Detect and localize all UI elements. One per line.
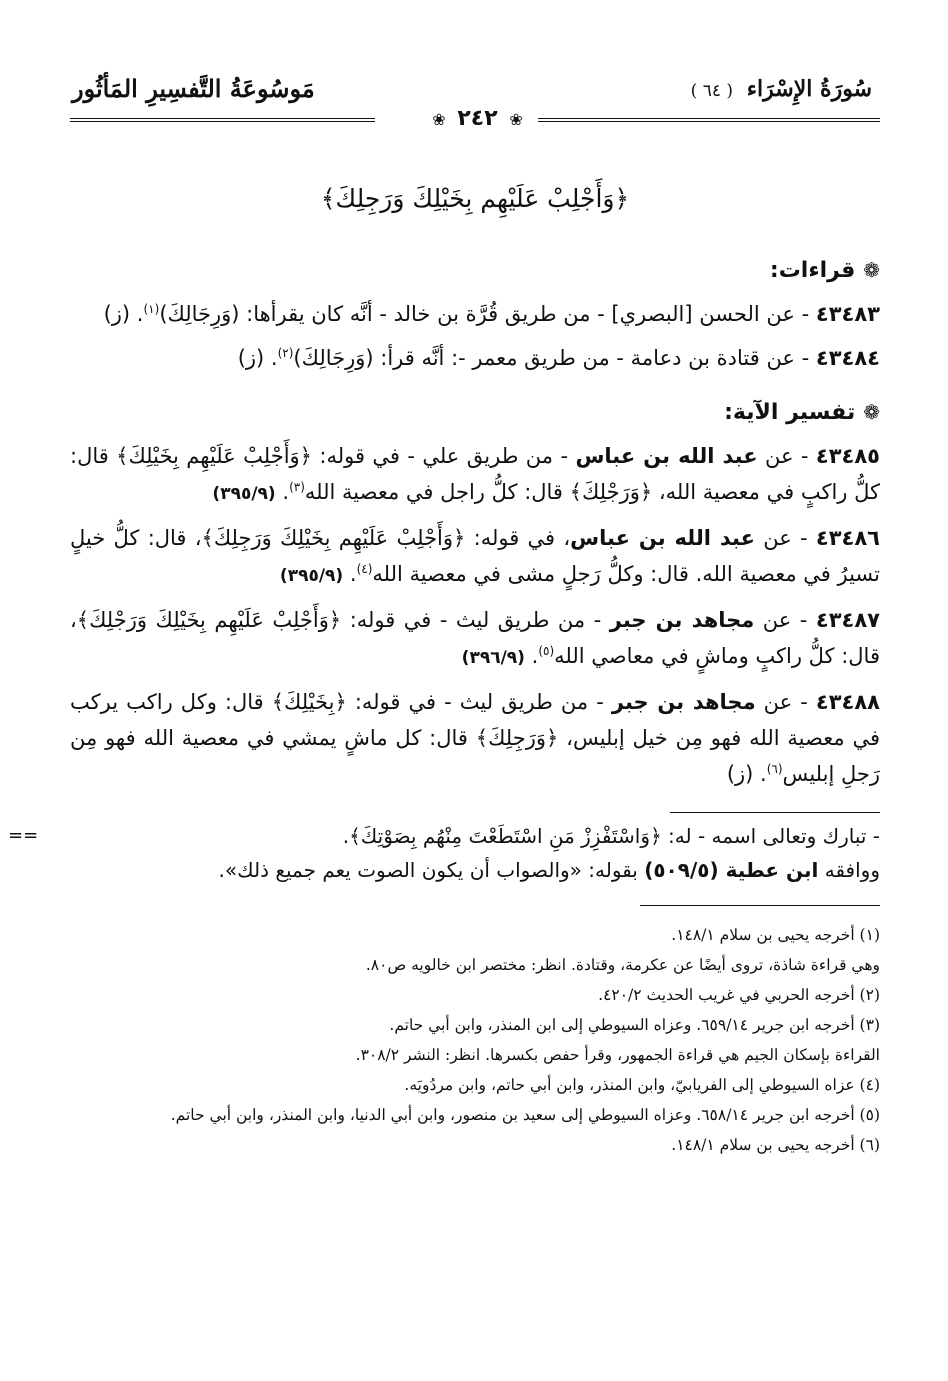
entry-tail: . (ز): [237, 346, 278, 370]
continued-note: [8, 819, 880, 887]
entry-prefix: - عن: [757, 444, 809, 468]
entry-tail: .: [282, 480, 290, 504]
page-number: ٢٤٢: [457, 106, 498, 131]
entry-text: - من طريق ليث - في قوله: ﴿وَأَجْلِبْ عَلَيْهِم بِخَيْلِكَ وَرَجْلِكَ﴾، قال: كلُّ راكبٍ وماشٍ في معاصي الله: [70, 608, 880, 668]
footnote-ref: (٢): [277, 346, 294, 360]
section-heading-label: تفسير الآية:: [724, 400, 856, 425]
ornament-icon: ❀: [509, 110, 523, 129]
entry-number: ٤٣٤٨٨: [815, 690, 880, 714]
footnote-item: (٦) أخرجه يحيى بن سلام ١٤٨/١.: [671, 1136, 880, 1154]
source-reference: (٣٩٥/٩): [212, 484, 276, 504]
entry-number: ٤٣٤٨٥: [815, 444, 880, 468]
entry-item: [70, 684, 880, 792]
footnote-item: (٣) أخرجه ابن جرير ٦٥٩/١٤. وعزاه السيوطي إلى ابن المنذر، وابن أبي حاتم.: [389, 1016, 880, 1034]
header-rule-right: [538, 118, 880, 122]
footnote-ref: (٦): [766, 762, 783, 776]
entry-number: ٤٣٤٨٣: [815, 302, 880, 326]
verse-title: ﴿وَأَجْلِبْ عَلَيْهِم بِخَيْلِكَ وَرَجِلِكَ﴾: [320, 184, 630, 213]
footnote-ref: (٣): [289, 480, 305, 494]
entry-number: ٤٣٤٨٧: [815, 608, 880, 632]
entry-text: - من طريق ليث - في قوله: ﴿بِخَيْلِكَ﴾ قال: وكل راكب يركب في معصية الله فهو مِن خيل إبليس، ﴿وَرَجِلِكَ﴾ قال: كل ماشٍ يمشي في معصية الله فهو مِن رَجلِ إبليس: [70, 690, 880, 786]
narrator-name: مجاهد بن جبر: [611, 690, 756, 714]
entry-number: ٤٣٤٨٤: [815, 346, 880, 370]
entry-item: [70, 520, 880, 594]
entry-item: [70, 296, 880, 332]
header-rule-left: [70, 118, 375, 122]
section-heading-qiraat: [70, 258, 880, 294]
note-line: [70, 853, 880, 887]
entry-text: - عن قتادة بن دعامة - من طريق معمر -: أنَّه قرأ: (وَرِجَالِكَ): [293, 346, 810, 370]
source-reference: (٣٩٥/٩): [279, 566, 344, 586]
surah-name: سُورَةُ الإِسْرَاء: [746, 76, 872, 102]
note-name: ابن عطية (٥٠٩/٥): [644, 858, 819, 882]
narrator-name: مجاهد بن جبر: [609, 608, 755, 632]
entry-text: ، في قوله: ﴿وَأَجْلِبْ عَلَيْهِم بِخَيْلِكَ وَرَجِلِكَ﴾، قال: كلُّ خيلٍ تسيرُ في معصية الله. قال: وكلُّ رَجلٍ مشى في معصية الله: [70, 526, 880, 586]
entry-item: [70, 602, 880, 676]
entry-tail: . (ز): [726, 762, 767, 786]
entry-text: - من طريق علي - في قوله: ﴿وَأَجْلِبْ عَلَيْهِم بِخَيْلِكَ﴾ قال: كلُّ راكبٍ في معصية الله، ﴿وَرَجْلِكَ﴾ قال: كلُّ راجل في معصية الله: [70, 444, 880, 504]
entry-prefix: - عن: [754, 608, 808, 632]
entry-tail: .: [349, 562, 357, 586]
footnote-item: (٢) أخرجه الحربي في غريب الحديث ٤٢٠/٢.: [598, 986, 880, 1004]
footnote-item: وهي قراءة شاذة، تروى أيضًا عن عكرمة، وقتادة. انظر: مختصر ابن خالويه ص٨٠.: [365, 956, 880, 974]
footnote-separator: [640, 905, 880, 906]
footnotes: [70, 920, 880, 1160]
footnote-ref: (٤): [356, 562, 373, 576]
note-prefix: ووافقه: [818, 858, 880, 882]
entry-tail: .: [531, 644, 539, 668]
section-heading-tafsir: [70, 400, 880, 436]
page-number-block: [375, 106, 580, 131]
entry-prefix: - عن: [754, 526, 808, 550]
entry-prefix: - عن: [755, 690, 808, 714]
flower-icon: ❁: [863, 400, 880, 424]
entry-item: [70, 438, 880, 512]
page-header: [70, 70, 880, 131]
surah-number: ( ٦٤ ): [690, 81, 734, 101]
surah-header: [691, 76, 872, 102]
note-separator: [670, 812, 880, 813]
flower-icon: ❁: [863, 258, 880, 282]
footnote-item: القراءة بإسكان الجيم هي قراءة الجمهور، وقرأ حفص بكسرها. انظر: النشر ٣٠٨/٢.: [355, 1046, 880, 1064]
narrator-name: عبد الله بن عباس: [570, 526, 755, 550]
footnote-ref: (١): [143, 302, 160, 316]
footnote-item: (٤) عزاه السيوطي إلى الفريابيّ، وابن المنذر، وابن أبي حاتم، وابن مردُويَه.: [404, 1076, 880, 1094]
entry-item: [70, 340, 880, 376]
footnote-item: (٥) أخرجه ابن جرير ٦٥٨/١٤. وعزاه السيوطي إلى سعيد بن منصور، وابن أبي الدنيا، وابن المنذر، وابن أبي حاتم.: [170, 1106, 880, 1124]
entry-tail: . (ز): [103, 302, 144, 326]
footnote-item: (١) أخرجه يحيى بن سلام ١٤٨/١.: [671, 926, 880, 944]
section-heading-label: قراءات:: [769, 258, 856, 283]
document-page: [8, 70, 880, 1381]
note-line: - تبارك وتعالى اسمه - له: ﴿وَاسْتَفْزِزْ مَنِ اسْتَطَعْتَ مِنْهُم بِصَوْتِكَ﴾.: [342, 824, 880, 848]
footnote-ref: (٥): [538, 644, 555, 658]
entry-text: - عن الحسن [البصري] - من طريق قُرَّة بن خالد - أنَّه كان يقرأها: (وَرِجَالِكَ): [159, 302, 810, 326]
narrator-name: عبد الله بن عباس: [575, 444, 758, 468]
entry-number: ٤٣٤٨٦: [815, 526, 880, 550]
note-suffix: بقوله: «والصواب أن يكون الصوت يعم جميع ذلك».: [218, 858, 645, 882]
book-title: مَوسُوعَةُ التَّفسِيرِ المَأثُور: [72, 74, 315, 103]
continuation-mark: ==: [8, 825, 39, 846]
source-reference: (٣٩٦/٩): [461, 648, 525, 668]
ornament-icon: ❀: [432, 110, 446, 129]
